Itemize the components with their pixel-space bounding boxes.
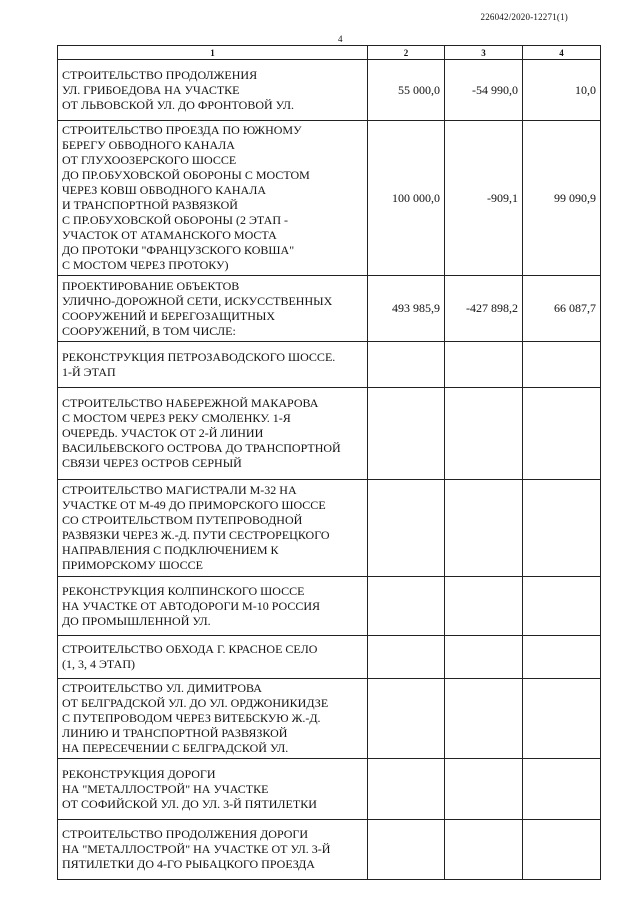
table-row	[58, 759, 601, 820]
value-cell-c2	[368, 636, 445, 679]
description-line: ОТ ЛЬВОВСКОЙ УЛ. ДО ФРОНТОВОЙ УЛ.	[62, 97, 294, 112]
value-cell-c2: 55 000,0	[368, 60, 445, 121]
value-cell-c3	[445, 577, 523, 636]
description-line: ЛИНИЮ И ТРАНСПОРТНОЙ РАЗВЯЗКОЙ	[62, 726, 288, 740]
description-line: НАПРАВЛЕНИЯ С ПОДКЛЮЧЕНИЕМ К	[62, 543, 279, 557]
description-line: С МОСТОМ ЧЕРЕЗ РЕКУ СМОЛЕНКУ. 1-Я	[62, 411, 291, 425]
description-line: С ПУТЕПРОВОДОМ ЧЕРЕЗ ВИТЕБСКУЮ Ж.-Д.	[62, 711, 321, 725]
value-cell-c4	[523, 679, 601, 759]
row-description	[58, 342, 368, 388]
table-row	[58, 121, 601, 276]
value-cell-c2	[368, 759, 445, 820]
table-row	[58, 636, 601, 679]
description-line: РАЗВЯЗКИ ЧЕРЕЗ Ж.-Д. ПУТИ СЕСТРОРЕЦКОГО	[62, 528, 330, 542]
description-line: СТРОИТЕЛЬСТВО НАБЕРЕЖНОЙ МАКАРОВА	[62, 396, 319, 410]
description-line: НА УЧАСТКЕ ОТ АВТОДОРОГИ М-10 РОССИЯ	[62, 598, 321, 613]
description-line: ОЧЕРЕДЬ. УЧАСТОК ОТ 2-Й ЛИНИИ	[62, 426, 264, 440]
table-row	[58, 388, 601, 480]
description-line: НА ПЕРЕСЕЧЕНИИ С БЕЛГРАДСКОЙ УЛ.	[62, 741, 289, 755]
value-cell-c4	[523, 759, 601, 820]
description-line: ПРИМОРСКОМУ ШОССЕ	[62, 558, 203, 572]
description-line: ПРОЕКТИРОВАНИЕ ОБЪЕКТОВ	[62, 278, 240, 293]
value-cell-c3	[445, 636, 523, 679]
value-cell-c2: 100 000,0	[368, 121, 445, 276]
row-description	[58, 276, 368, 342]
value-cell-c4: 66 087,7	[523, 276, 601, 342]
value-cell-c3: -54 990,0	[445, 60, 523, 121]
row-description	[58, 60, 368, 121]
value-cell-c4	[523, 577, 601, 636]
row-description	[58, 577, 368, 636]
table-row	[58, 820, 601, 880]
value-cell-c2	[368, 480, 445, 577]
description-line: (1, 3, 4 ЭТАП)	[62, 657, 135, 671]
row-description	[58, 820, 368, 880]
table-row	[58, 679, 601, 759]
value-cell-c4	[523, 480, 601, 577]
row-description	[58, 679, 368, 759]
description-line: ОТ БЕЛГРАДСКОЙ УЛ. ДО УЛ. ОРДЖОНИКИДЗЕ	[62, 696, 329, 710]
row-description	[58, 759, 368, 820]
description-line: И ТРАНСПОРТНОЙ РАЗВЯЗКОЙ	[62, 198, 238, 212]
value-cell-c4	[523, 342, 601, 388]
description-line: СТРОИТЕЛЬСТВО ОБХОДА Г. КРАСНОЕ СЕЛО	[62, 642, 318, 656]
budget-table	[57, 45, 601, 880]
value-cell-c3	[445, 820, 523, 880]
row-description	[58, 388, 368, 480]
value-cell-c4: 10,0	[523, 60, 601, 121]
description-line: ПЯТИЛЕТКИ ДО 4-ГО РЫБАЦКОГО ПРОЕЗДА	[62, 857, 315, 871]
value-cell-c3: -909,1	[445, 121, 523, 276]
value-cell-c2	[368, 577, 445, 636]
description-line: ВАСИЛЬЕВСКОГО ОСТРОВА ДО ТРАНСПОРТНОЙ	[62, 441, 341, 455]
value-cell-c3	[445, 388, 523, 480]
table-row	[58, 342, 601, 388]
description-line: СООРУЖЕНИЙ И БЕРЕГОЗАЩИТНЫХ	[62, 308, 276, 323]
value-cell-c3	[445, 759, 523, 820]
page-number: 4	[338, 34, 343, 44]
column-header-2: 2	[368, 46, 445, 60]
table-row	[58, 60, 601, 121]
value-cell-c2	[368, 342, 445, 388]
row-description	[58, 480, 368, 577]
description-line: СО СТРОИТЕЛЬСТВОМ ПУТЕПРОВОДНОЙ	[62, 513, 303, 527]
table-row	[58, 276, 601, 342]
description-line: УЛИЧНО-ДОРОЖНОЙ СЕТИ, ИСКУССТВЕННЫХ	[62, 293, 333, 308]
table-header-row	[58, 46, 601, 60]
row-description	[58, 121, 368, 276]
table-row	[58, 480, 601, 577]
column-header-1: 1	[58, 46, 368, 60]
description-line: НА "МЕТАЛЛОСТРОЙ" НА УЧАСТКЕ ОТ УЛ. 3-Й	[62, 842, 331, 856]
description-line: ЧЕРЕЗ КОВШ ОБВОДНОГО КАНАЛА	[62, 183, 267, 197]
description-line: ОТ ГЛУХООЗЕРСКОГО ШОССЕ	[62, 153, 237, 167]
value-cell-c2: 493 985,9	[368, 276, 445, 342]
description-line: СТРОИТЕЛЬСТВО ПРОДОЛЖЕНИЯ ДОРОГИ	[62, 827, 309, 841]
description-line: ОТ СОФИЙСКОЙ УЛ. ДО УЛ. 3-Й ПЯТИЛЕТКИ	[62, 796, 317, 811]
document-number: 226042/2020-12271(1)	[480, 12, 568, 22]
description-line: СТРОИТЕЛЬСТВО МАГИСТРАЛИ М-32 НА	[62, 483, 297, 497]
value-cell-c3: -427 898,2	[445, 276, 523, 342]
value-cell-c2	[368, 679, 445, 759]
description-line: С МОСТОМ ЧЕРЕЗ ПРОТОКУ)	[62, 258, 229, 272]
description-line: УЧАСТКЕ ОТ М-49 ДО ПРИМОРСКОГО ШОССЕ	[62, 498, 326, 512]
value-cell-c4	[523, 388, 601, 480]
description-line: РЕКОНСТРУКЦИЯ ДОРОГИ	[62, 766, 216, 781]
description-line: УЧАСТОК ОТ АТАМАНСКОГО МОСТА	[62, 228, 277, 242]
value-cell-c3	[445, 679, 523, 759]
description-line: ДО ПРОМЫШЛЕННОЙ УЛ.	[62, 613, 211, 628]
table-row	[58, 577, 601, 636]
description-line: СВЯЗИ ЧЕРЕЗ ОСТРОВ СЕРНЫЙ	[62, 456, 242, 470]
description-line: С ПР.ОБУХОВСКОЙ ОБОРОНЫ (2 ЭТАП -	[62, 213, 288, 227]
value-cell-c3	[445, 342, 523, 388]
description-line: 1-Й ЭТАП	[62, 364, 116, 379]
description-line: ДО ПР.ОБУХОВСКОЙ ОБОРОНЫ С МОСТОМ	[62, 168, 310, 182]
description-line: НА "МЕТАЛЛОСТРОЙ" НА УЧАСТКЕ	[62, 781, 269, 796]
description-line: СТРОИТЕЛЬСТВО УЛ. ДИМИТРОВА	[62, 681, 262, 695]
description-line: РЕКОНСТРУКЦИЯ ПЕТРОЗАВОДСКОГО ШОССЕ.	[62, 349, 336, 364]
value-cell-c4: 99 090,9	[523, 121, 601, 276]
column-header-4: 4	[523, 46, 601, 60]
description-line: РЕКОНСТРУКЦИЯ КОЛПИНСКОГО ШОССЕ	[62, 583, 305, 598]
description-line: СТРОИТЕЛЬСТВО ПРОЕЗДА ПО ЮЖНОМУ	[62, 123, 302, 137]
description-line: ДО ПРОТОКИ "ФРАНЦУЗСКОГО КОВША"	[62, 243, 295, 257]
description-line: УЛ. ГРИБОЕДОВА НА УЧАСТКЕ	[62, 82, 240, 97]
table-body	[58, 60, 601, 880]
description-line: БЕРЕГУ ОБВОДНОГО КАНАЛА	[62, 138, 235, 152]
value-cell-c2	[368, 388, 445, 480]
column-header-3: 3	[445, 46, 523, 60]
value-cell-c3	[445, 480, 523, 577]
value-cell-c4	[523, 820, 601, 880]
description-line: СТРОИТЕЛЬСТВО ПРОДОЛЖЕНИЯ	[62, 67, 258, 82]
value-cell-c4	[523, 636, 601, 679]
row-description	[58, 636, 368, 679]
value-cell-c2	[368, 820, 445, 880]
description-line: СООРУЖЕНИЙ, В ТОМ ЧИСЛЕ:	[62, 323, 236, 338]
